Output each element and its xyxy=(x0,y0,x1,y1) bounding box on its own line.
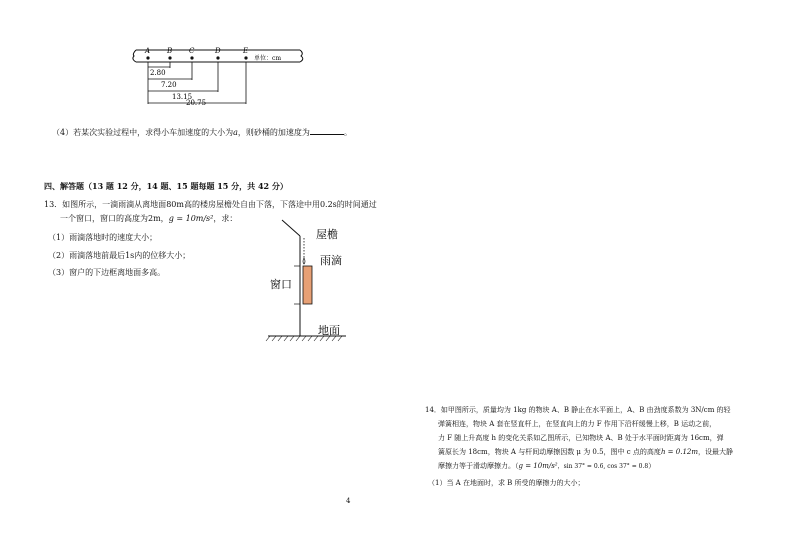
window-label: 窗口 xyxy=(270,278,292,291)
q13-sub-2: （2）雨滴落地前最后1s内的位移大小； xyxy=(48,251,191,260)
q14-line-3: 力 F 随上升高度 h 的变化关系如乙图所示，已知物块 A、B 处于水平面时距离为 16cm，弹 xyxy=(438,434,724,442)
answer-blank[interactable] xyxy=(310,126,344,135)
window-rect xyxy=(303,266,312,304)
q14-line-5: 摩擦力等于滑动摩擦力。（g = 10m/s²，sin 37° = 0.6, cos 37° = 0.8） xyxy=(438,462,656,470)
q13-sub-3: （3）窗户的下边框离地面多高。 xyxy=(48,268,166,277)
distance-ab: 2.80 xyxy=(150,69,166,77)
raindrop-figure xyxy=(260,214,380,354)
q13-line-1: 13．如图所示，一滴雨滴从离地面80m高的楼房屋檐处自由下落，下落途中用0.2s的时间通过 xyxy=(44,200,377,209)
distance-ac: 7.20 xyxy=(161,81,177,89)
tape-torn-right-edge xyxy=(300,50,303,62)
distance-ad: 13.15 xyxy=(172,93,193,101)
raindrop-icon xyxy=(303,258,305,264)
unit-label: 单位：cm xyxy=(254,55,282,62)
q14-line-2: 弹簧相连，物块 A 套在竖直杆上，在竖直向上的力 F 作用下沿杆缓慢上移，B 运动之前， xyxy=(438,420,717,428)
drop-label: 雨滴 xyxy=(320,254,342,267)
tape-dot-c xyxy=(190,56,193,59)
tape-dot-a xyxy=(146,56,149,59)
ground-label: 地面 xyxy=(318,324,340,337)
q13-sub-1: （1）雨滴落地时的速度大小； xyxy=(48,233,158,242)
q14-sub-1: （1）当 A 在地面时，求 B 所受的摩擦力的大小； xyxy=(428,479,585,487)
point-label-a: A xyxy=(145,47,151,55)
point-label-c: C xyxy=(189,47,195,55)
tape-dot-e xyxy=(244,56,247,59)
roof-line xyxy=(282,220,300,236)
tape-dot-b xyxy=(168,56,171,59)
ticker-tape-figure xyxy=(128,44,308,106)
q14-line-4: 簧原长为 18cm，物块 A 与杆间动摩擦因数 μ 为 0.5，图中 c 点的高度h = 0.12m，设最大静 xyxy=(438,448,733,456)
distance-ae: 20.75 xyxy=(186,99,207,106)
tape-torn-left-edge xyxy=(133,50,136,62)
point-label-b: B xyxy=(167,47,173,55)
question-4: （4）若某次实验过程中，求得小车加速度的大小为a，则砂桶的加速度为 。 xyxy=(52,128,352,137)
q13-line-2: 一个窗口，窗口的高度为2m，g = 10m/s²，求： xyxy=(60,214,238,223)
point-label-e: E xyxy=(243,47,249,55)
q14-line-1: 14．如甲图所示，质量均为 1kg 的物块 A、B 静止在水平面上，A、B 由劲度系数为 3N/cm 的轻 xyxy=(425,406,731,414)
section-heading: 四、解答题（13 题 12 分，14 题、15 题每题 15 分，共 42 分） xyxy=(44,181,288,191)
page-number: 4 xyxy=(346,497,351,505)
tape-dot-d xyxy=(216,56,219,59)
point-label-d: D xyxy=(215,47,221,55)
eaves-label: 屋檐 xyxy=(316,228,338,241)
